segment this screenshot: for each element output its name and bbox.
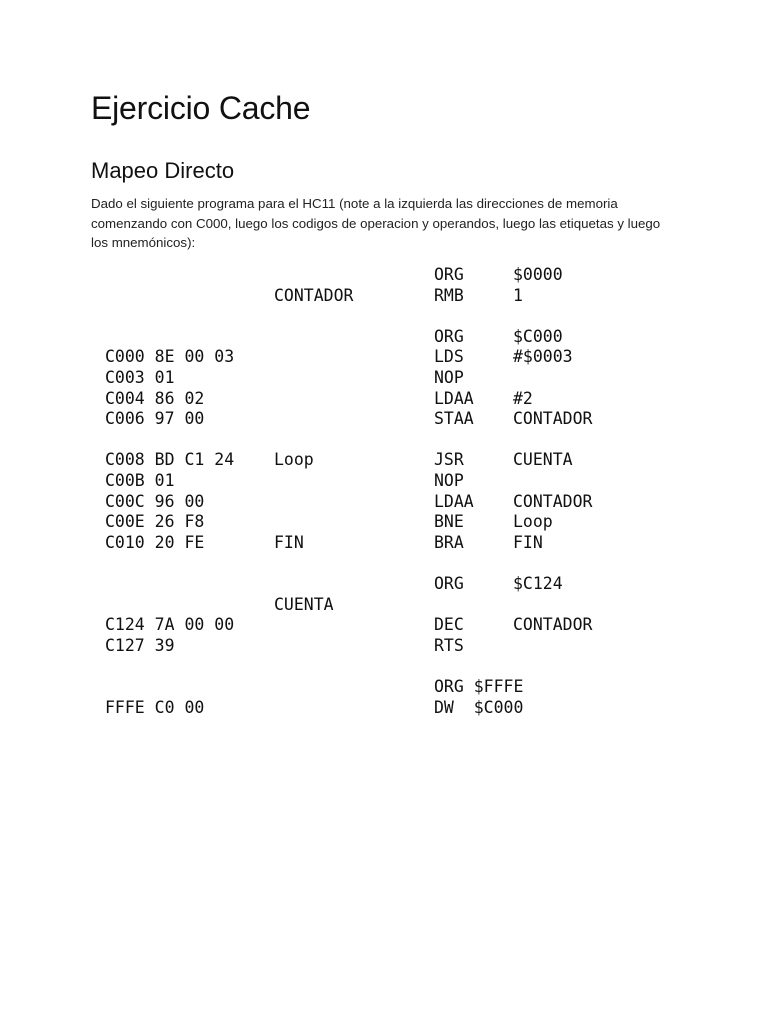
listing-address-opcode: C010 20 FE (105, 532, 205, 552)
listing-address-opcode: C000 8E 00 03 (105, 347, 235, 367)
listing-label: Loop (274, 450, 314, 470)
listing-label: CONTADOR (274, 285, 354, 305)
listing-mnemonic: BNE (434, 512, 464, 532)
listing-operand: CUENTA (513, 450, 573, 470)
listing-operand: $C000 (513, 326, 563, 346)
listing-mnemonic: ORG (434, 265, 464, 284)
listing-mnemonic: DEC (434, 615, 464, 635)
listing-mnemonic: LDAA (434, 388, 474, 408)
listing-operand: 1 (513, 285, 523, 305)
listing-address-opcode: C00B 01 (105, 471, 175, 490)
listing-mnemonic: RTS (434, 635, 464, 655)
listing-mnemonic: STAA (434, 409, 474, 429)
listing-mnemonic: JSR (434, 450, 464, 470)
listing-address-opcode: C124 7A 00 00 (105, 615, 235, 635)
listing-address-opcode: C008 BD C1 24 (105, 450, 235, 470)
listing-label: CUENTA (274, 594, 334, 614)
intro-paragraph: Dado el siguiente programa para el HC11 (note a la izquierda las direcciones de memoria comenzando con C000, luego los codigos de operacion y operandos, luego las etiquetas y luego los mnemónicos): (91, 196, 661, 250)
listing-operand: $0000 (513, 265, 563, 284)
listing-address-opcode: C006 97 00 (105, 409, 205, 429)
listing-mnemonic: LDS (434, 347, 464, 367)
listing-operand: #2 (513, 388, 533, 408)
page-title: Ejercicio Cache (91, 90, 311, 126)
listing-operand: $C124 (513, 574, 563, 593)
listing-mnemonic: ORG $FFFE (434, 677, 524, 696)
listing-address-opcode: C127 39 (105, 635, 175, 655)
listing-operand: CONTADOR (513, 491, 593, 511)
listing-mnemonic: BRA (434, 532, 464, 552)
listing-operand: #$0003 (513, 347, 573, 367)
listing-mnemonic: LDAA (434, 491, 474, 511)
listing-operand: CONTADOR (513, 409, 593, 429)
listing-mnemonic: DW $C000 (434, 697, 524, 717)
listing-operand: Loop (513, 512, 553, 532)
listing-mnemonic: RMB (434, 285, 464, 305)
section-title: Mapeo Directo (91, 158, 235, 183)
listing-address-opcode: C00E 26 F8 (105, 512, 205, 532)
listing-address-opcode: C004 86 02 (105, 388, 205, 408)
listing-mnemonic: NOP (434, 471, 464, 490)
listing-address-opcode: C00C 96 00 (105, 491, 205, 511)
listing-operand: FIN (513, 532, 543, 552)
listing-address-opcode: FFFE C0 00 (105, 697, 205, 717)
listing-mnemonic: ORG (434, 574, 464, 593)
listing-operand: CONTADOR (513, 615, 593, 635)
listing-label: FIN (274, 532, 304, 552)
listing-address-opcode: C003 01 (105, 368, 175, 387)
listing-mnemonic: NOP (434, 368, 464, 387)
listing-mnemonic: ORG (434, 326, 464, 346)
